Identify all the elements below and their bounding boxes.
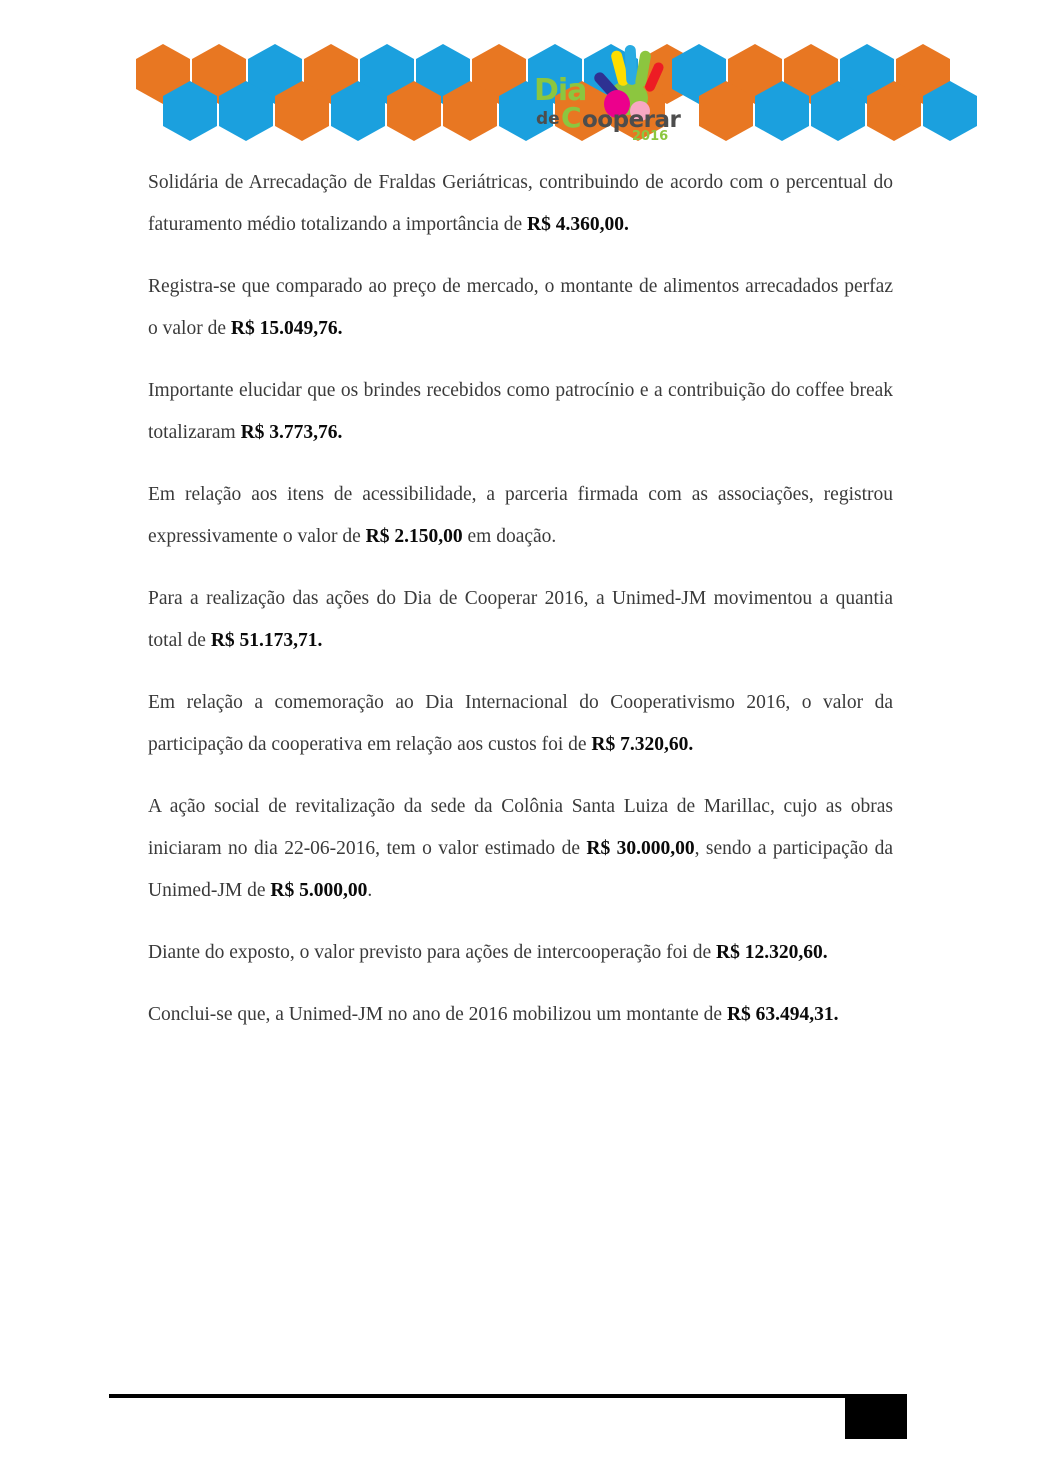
currency-value: R$ 7.320,60. <box>591 734 694 755</box>
currency-value: R$ 2.150,00 <box>365 526 463 547</box>
paragraph-colonia-santa-luiza <box>148 786 893 912</box>
paragraph-text: Em relação a comemoração ao Dia Internacional do Cooperativismo 2016, o valor da participação da cooperativa em relação aos custos foi de <box>148 692 893 755</box>
paragraph-text: Conclui-se que, a Unimed-JM no ano de 2016 mobilizou um montante de <box>148 1004 727 1025</box>
header-banner <box>0 0 1040 160</box>
paragraph-text: , sendo a participação da Unimed-JM de <box>148 838 893 901</box>
currency-value: R$ 15.049,76. <box>230 318 343 339</box>
footer-black-box <box>845 1394 907 1439</box>
honeycomb-row-top <box>136 44 163 80</box>
paragraph-text: Diante do exposto, o valor previsto para ações de intercooperação foi de <box>148 942 716 963</box>
currency-value: R$ 12.320,60. <box>716 942 828 963</box>
currency-value: R$ 63.494,31. <box>726 1004 839 1025</box>
paragraph-preco-de-mercado <box>148 266 893 350</box>
currency-value: R$ 5.000,00 <box>270 880 368 901</box>
paragraph-acessibilidade <box>148 474 893 558</box>
honeycomb-group-left <box>136 44 163 117</box>
paragraph-brindes-coffee-break <box>148 370 893 454</box>
currency-value: R$ 30.000,00 <box>586 838 695 859</box>
currency-value: R$ 3.773,76. <box>240 422 343 443</box>
logo-year: 2016 <box>632 129 669 144</box>
paragraph-text: . <box>367 880 373 901</box>
currency-value: R$ 51.173,71. <box>210 630 323 651</box>
document-body <box>148 162 893 1036</box>
paragraph-intercooperacao <box>148 932 893 974</box>
paragraph-dia-de-cooperar-total <box>148 578 893 662</box>
paragraph-text: em doação. <box>462 526 557 547</box>
logo-word-cooperar-rest: ooperar <box>582 107 681 133</box>
paragraph-conclusao <box>148 994 893 1036</box>
paragraph-fraldas-geriatricas <box>148 162 893 246</box>
paragraph-text: Em relação aos itens de acessibilidade, a parceria firmada com as associações, registrou expressivamente o valor de <box>148 484 893 547</box>
paragraph-text: Para a realização das ações do Dia de Cooperar 2016, a Unimed-JM movimentou a quantia total de <box>148 588 893 651</box>
logo-word-dia: Dia <box>534 73 587 108</box>
paragraph-text: Solidária de Arrecadação de Fraldas Geriátricas, contribuindo de acordo com o percentual do faturamento médio totalizando a importância de <box>148 172 893 235</box>
footer-horizontal-rule <box>109 1394 906 1398</box>
currency-value: R$ 4.360,00. <box>527 214 629 235</box>
logo-dia-de-cooperar <box>528 38 681 146</box>
honeycomb-group-right <box>672 44 699 117</box>
logo-word-de: de <box>536 109 560 129</box>
paragraph-dia-internacional-cooperativismo <box>148 682 893 766</box>
logo-word-cooperar-initial: C <box>561 101 582 134</box>
paragraph-text: Importante elucidar que os brindes recebidos como patrocínio e a contribuição do coffee break totalizaram <box>148 380 893 443</box>
paragraph-text: Registra-se que comparado ao preço de mercado, o montante de alimentos arrecadados perfaz o valor de <box>148 276 893 339</box>
footer <box>0 1388 1040 1458</box>
paragraph-text: A ação social de revitalização da sede da Colônia Santa Luiza de Marillac, cujo as obras iniciaram no dia 22-06-2016, tem o valor estimado de <box>148 796 893 859</box>
honeycomb-row-top <box>672 44 699 80</box>
